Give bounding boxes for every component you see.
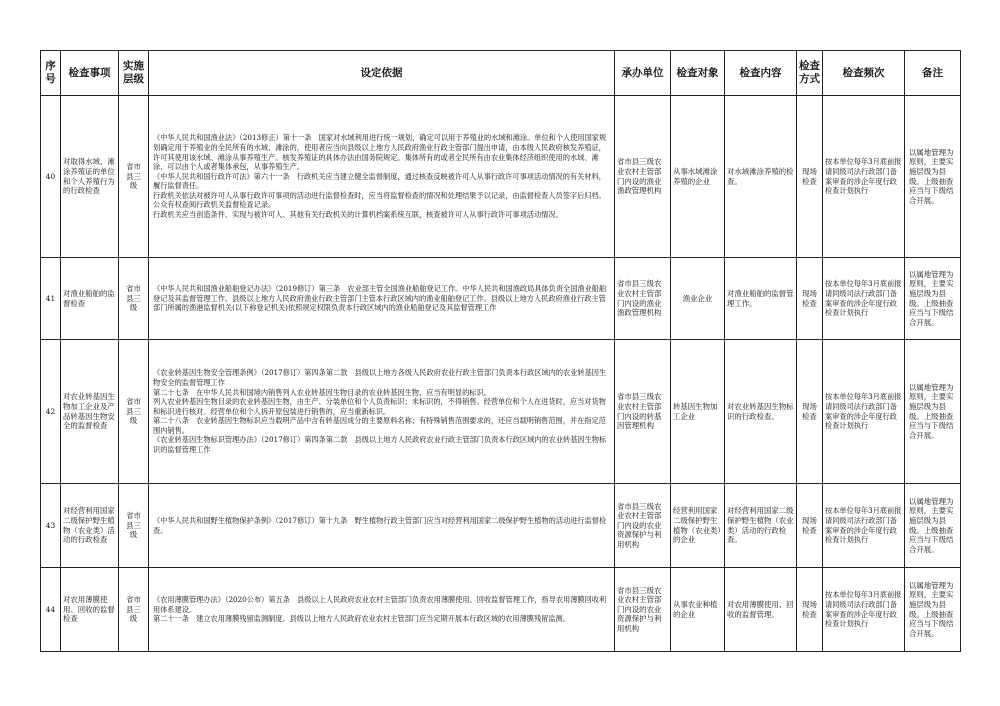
row-item: 对农用薄膜使用、回收的监督检查 [61, 568, 119, 652]
row-frequency: 按本单位每年3月底前报请同级司法行政部门备案审查的涉企年度行政检查计划执行 [823, 258, 905, 340]
row-frequency: 按本单位每年3月底前报请同级司法行政部门备案审查的涉企年度行政检查计划执行 [823, 96, 905, 258]
row-content: 对水域滩涂养殖的检查。 [725, 96, 797, 258]
row-unit: 省市县三级农业农村主管部门内设的渔业渔政管理机构 [615, 258, 671, 340]
row-object: 转基因生物加工企业 [671, 340, 725, 484]
header-level: 实施层级 [119, 51, 149, 96]
header-basis: 设定依据 [149, 51, 615, 96]
row-basis [149, 484, 615, 568]
table-row [41, 484, 961, 568]
basis-line: 《农业转基因生物安全管理条例》（2017修订）第四条第二款 县级以上地方各级人民政府农业行政主管部门负责本行政区域内的农业转基因生物安全的监督管理工作 [153, 368, 607, 387]
row-item: 对农业转基因生物加工企业及产品转基因生物安全的监督检查 [61, 340, 119, 484]
row-no: 40 [41, 96, 61, 258]
row-object: 从事水域滩涂养殖的企业 [671, 96, 725, 258]
row-unit: 省市县三级农业农村主管部门内设的转基因管理机构 [615, 340, 671, 484]
row-level: 省市县三级 [119, 96, 149, 258]
basis-line: 《农业转基因生物标识管理办法》（2017修订）第四条第二款 县级以上地方人民政府农业行政主管部门负责本行政区域内的农业转基因生物标识的监督管理工作 [153, 435, 607, 455]
row-level: 省市县三级 [119, 340, 149, 484]
row-note: 以属地管理为原则，主要实施层级为县级。上级抽查应当与下级结合开展。 [905, 258, 961, 340]
row-unit: 省市县三级农业农村主管部门内设的农业资源保护与利用机构 [615, 568, 671, 652]
row-content: 对农业转基因生物标识的行政检查。 [725, 340, 797, 484]
basis-line: 《中华人民共和国渔业法》（2013修正）第十一条 国家对水域利用进行统一规划，确定可以用于养殖业的水域和滩涂。单位和个人使用国家规划确定用于养殖业的全民所有的水域、滩涂的，使用者应当向县级以上地方人民政府渔业行政主管部门提出申请，由本级人民政府核发养殖证，许可其使用该水域、滩涂从事养殖生产。核发养殖证的具体办法由国务院规定。集体所有的或者全民所有由农业集体经济组织使用的水域、滩涂，可以由个人或者集体承包，从事养殖生产。 [153, 133, 607, 172]
basis-line: 《农用薄膜管理办法》（2020公布）第五条 县级以上人民政府农业农村主管部门负责农用薄膜使用、回收监督管理工作，指导农用薄膜回收利用体系建设。 [153, 595, 607, 614]
row-item: 对经营利用国家二级保护野生植物（农业类）活动的行政检查 [61, 484, 119, 568]
row-level: 省市县三级 [119, 484, 149, 568]
row-item: 对取得水域、滩涂养殖证的单位和个人养殖行为的行政检查 [61, 96, 119, 258]
row-basis [149, 568, 615, 652]
row-note: 以属地管理为原则，主要实施层级为县级。上级抽查应当与下级结合开展。 [905, 96, 961, 258]
basis-line: 第二十七条 在中华人民共和国境内销售列入农业转基因生物目录的农业转基因生物，应当有明显的标识。 [153, 387, 491, 397]
row-unit: 省市县三级农业农村主管部门内设的农业资源保护与利用机构 [615, 484, 671, 568]
row-no: 44 [41, 568, 61, 652]
row-basis [149, 258, 615, 340]
row-content: 对渔业船舶的监督管理工作。 [725, 258, 797, 340]
row-object: 经营利用国家二级保护野生植物（农业类）的企业 [671, 484, 725, 568]
row-no: 41 [41, 258, 61, 340]
table-header-row [41, 51, 961, 96]
basis-line: 第二十一条 建立农用薄膜残留监测制度。县级以上地方人民政府农业农村主管部门应当定期开展本行政区域的农用薄膜残留监测。 [153, 614, 570, 624]
row-method: 现场检查 [797, 484, 823, 568]
row-note: 以属地管理为原则，主要实施层级为县级。上级抽查应当与下级结合开展。 [905, 340, 961, 484]
row-no: 42 [41, 340, 61, 484]
row-frequency: 按本单位每年3月底前报请同级司法行政部门备案审查的涉企年度行政检查计划执行 [823, 340, 905, 484]
row-basis [149, 340, 615, 484]
row-note: 以属地管理为原则，主要实施层级为县级。上级抽查应当与下级结合开展。 [905, 568, 961, 652]
row-level: 省市县三级 [119, 568, 149, 652]
inspection-table-page [40, 50, 960, 652]
basis-line: 《中华人民共和国渔业船舶登记办法》（2019修订）第三条 农业部主管全国渔业船舶登记工作。中华人民共和国渔政局具体负责全国渔业船舶登记及其监督管理工作。县级以上地方人民政府渔业行政主管部门主管本行政区域内的渔业船舶登记工作。县级以上地方人民政府渔业行政主管部门所属的渔港监督机关(以下称登记机关)依照规定权限负责本行政区域内的渔业船舶登记及其监督管理工作 [153, 284, 607, 313]
header-item: 检查事项 [61, 51, 119, 96]
basis-line: 行政机关应当创造条件，实现与被许可人、其他有关行政机关的计算机档案系统互联，核查被许可人从事行政许可事项活动情况。 [153, 210, 563, 220]
header-unit: 承办单位 [615, 51, 671, 96]
row-no: 43 [41, 484, 61, 568]
header-note: 备注 [905, 51, 961, 96]
basis-line: 第二十八条 农业转基因生物标识应当载明产品中含有转基因成分的主要原料名称；有特殊销售范围要求的，还应当载明销售范围，并在指定范围内销售。 [153, 416, 606, 435]
header-content: 检查内容 [725, 51, 797, 96]
row-frequency: 按本单位每年3月底前报请同级司法行政部门备案审查的涉企年度行政检查计划执行 [823, 568, 905, 652]
row-method: 现场检查 [797, 568, 823, 652]
row-content: 对经营利用国家二级保护野生植物（农业类）活动的行政检查。 [725, 484, 797, 568]
row-method: 现场检查 [797, 340, 823, 484]
row-method: 现场检查 [797, 258, 823, 340]
basis-line: 《中华人民共和国行政许可法》第六十一条 行政机关应当建立健全监督制度，通过核查反映被许可人从事行政许可事项活动情况的有关材料，履行监督责任。 [153, 171, 606, 191]
row-unit: 省市县三级农业农村主管部门内设的渔业渔政管理机构 [615, 96, 671, 258]
row-method: 现场检查 [797, 96, 823, 258]
basis-line: 列入农业转基因生物目录的农业转基因生物，由生产、分装单位和个人负责标识；未标识的，不得销售。经营单位和个人在进货时，应当对货物和标识进行核对。经营单位和个人拆开原包装进行销售的，应当重新标识。 [153, 397, 606, 416]
header-frequency: 检查频次 [823, 51, 905, 96]
header-method: 检查方式 [797, 51, 823, 96]
row-object: 从事农业种植的企业 [671, 568, 725, 652]
row-basis [149, 96, 615, 258]
basis-line: 行政机关依法对被许可人从事行政许可事项的活动进行监督检查时，应当将监督检查的情况和处理结果予以记录，由监督检查人员签字后归档。公众有权查阅行政机关监督检查记录。 [153, 190, 606, 210]
row-content: 对农用薄膜使用、回收的监督管理。 [725, 568, 797, 652]
basis-line: 《中华人民共和国野生植物保护条例》（2017修订）第十九条 野生植物行政主管部门应当对经营利用国家二级保护野生植物的活动进行监督检查。 [153, 515, 607, 535]
inspection-items-table [40, 50, 961, 652]
row-level: 省市县三级 [119, 258, 149, 340]
table-row [41, 340, 961, 484]
header-no: 序号 [41, 51, 61, 96]
table-row [41, 258, 961, 340]
row-item: 对渔业船舶的监督检查 [61, 258, 119, 340]
header-object: 检查对象 [671, 51, 725, 96]
table-row [41, 568, 961, 652]
row-note: 以属地管理为原则，主要实施层级为县级。上级抽查应当与下级结合开展。 [905, 484, 961, 568]
row-object: 渔业企业 [671, 258, 725, 340]
table-row [41, 96, 961, 258]
row-frequency: 按本单位每年3月底前报请同级司法行政部门备案审查的涉企年度行政检查计划执行 [823, 484, 905, 568]
